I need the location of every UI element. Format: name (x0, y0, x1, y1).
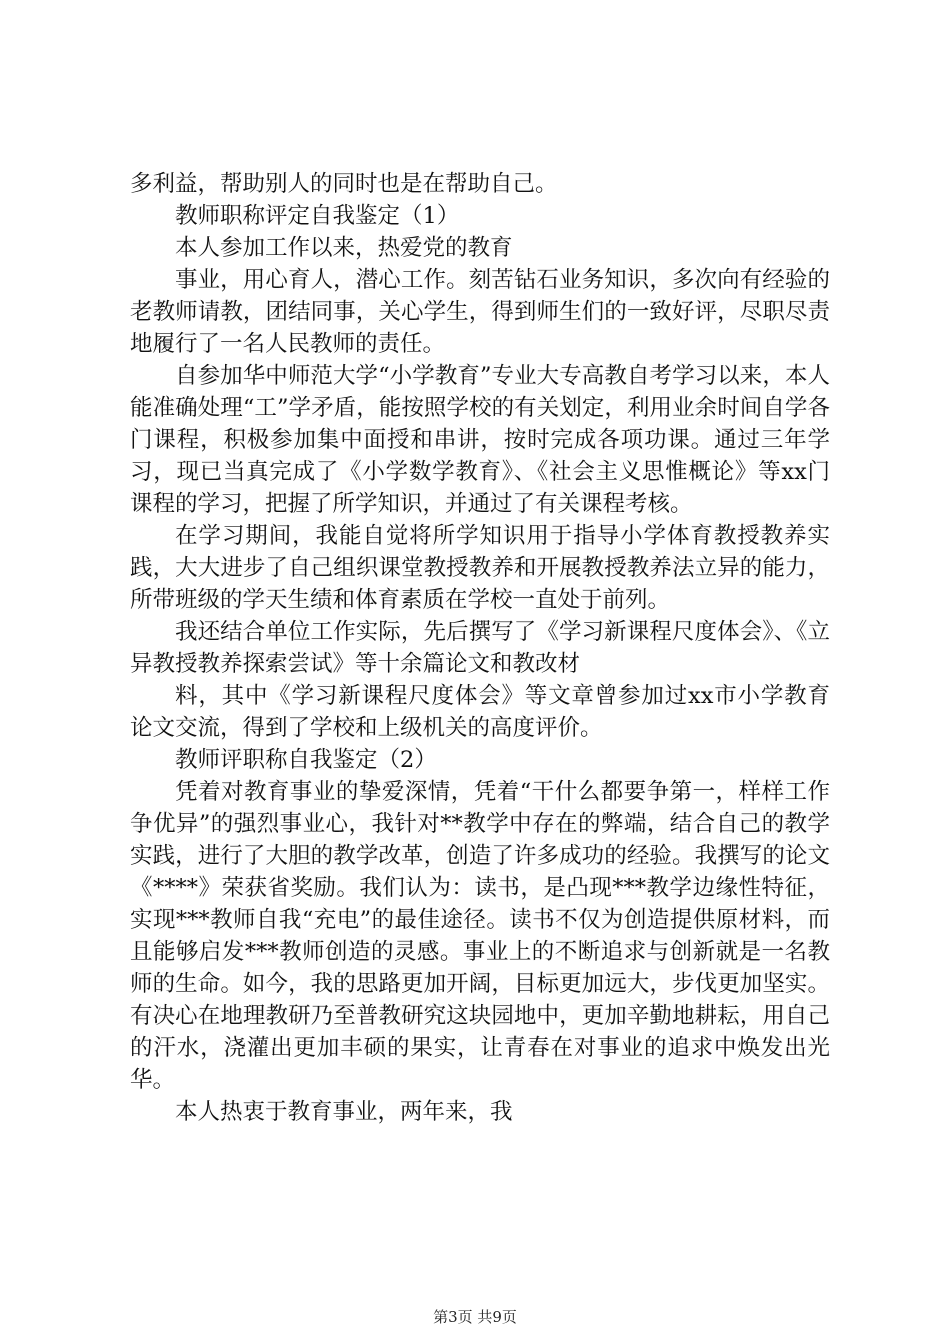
section-heading-2: 教师评职称自我鉴定（2） (175, 747, 437, 773)
paragraph-continuation: 多利益，帮助别人的同时也是在帮助自己。 (130, 171, 558, 197)
paragraph: 凭着对教育事业的挚爱深情，凭着“干什么都要争第一，样样工作争优异”的强烈事业心，我针对**教学中存在的弊端，结合自己的教学实践，进行了大胆的教学改革，创造了许多成功的经验。我撰写的论文《****》荣获省奖励。我们认为：读书，是凸现***教学边缘性特征，实现***教师自我“充电”的最佳途径。读书不仅为创造提供原材料，而且能够启发***教师创造的灵感。事业上的不断追求与创新就是一名教师的生命。如今，我的思路更加开阔，目标更加远大，步伐更加坚实。有决心在地理教研乃至普教研究这块园地中，更加辛勤地耕耘，用自己的汗水，浇灌出更加丰硕的果实，让青春在对事业的追求中焕发出光华。 (130, 779, 830, 1093)
paragraph: 料，其中《学习新课程尺度体会》等文章曾参加过xx市小学教育论文交流，得到了学校和上级机关的高度评价。 (130, 683, 830, 741)
paragraph: 本人参加工作以来，热爱党的教育 (175, 235, 513, 261)
paragraph: 本人热衷于教育事业，两年来，我 (175, 1099, 513, 1125)
page-number-footer: 第3页 共9页 (433, 1308, 517, 1326)
paragraph: 在学习期间，我能自觉将所学知识用于指导小学体育教授教养实践，大大进步了自己组织课堂教授教养和开展教授教养法立异的能力，所带班级的学天生绩和体育素质在学校一直处于前列。 (130, 523, 830, 613)
document-body (130, 168, 830, 1128)
paragraph: 我还结合单位工作实际，先后撰写了《学习新课程尺度体会》、《立异教授教养探索尝试》等十余篇论文和教改材 (130, 619, 830, 677)
section-heading-1: 教师职称评定自我鉴定（1） (175, 203, 460, 229)
paragraph: 自参加华中师范大学“小学教育”专业大专高教自考学习以来，本人能准确处理“工”学矛盾，能按照学校的有关划定，利用业余时间自学各门课程，积极参加集中面授和串讲，按时完成各项功课。通过三年学习，现已当真完成了《小学数学教育》、《社会主义思惟概论》等xx门课程的学习，把握了所学知识，并通过了有关课程考核。 (130, 363, 830, 517)
paragraph: 事业，用心育人，潜心工作。刻苦钻石业务知识，多次向有经验的老教师请教，团结同事，关心学生，得到师生们的一致好评，尽职尽责地履行了一名人民教师的责任。 (130, 267, 830, 357)
